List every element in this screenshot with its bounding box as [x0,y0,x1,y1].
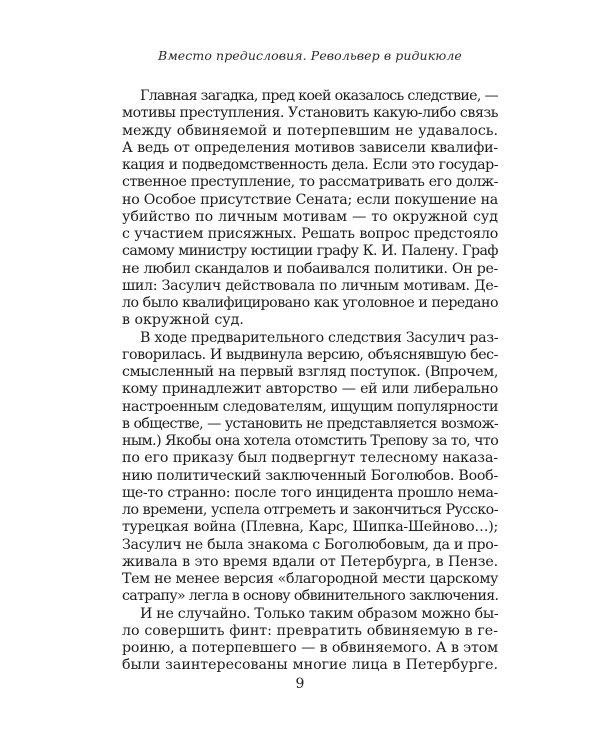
text-line: турецкая война (Плевна, Карс, Шипка-Шейново…); [122,519,498,536]
text-line: убийство по личным мотивам — то окружной суд [122,208,498,225]
text-line: Тем не менее версия «благородной мести царскому [122,571,498,587]
text-line: по его приказу был подвергнут телесному наказа- [122,450,498,467]
text-line: смысленный на первый взгляд поступок. (Впрочем, [122,364,498,380]
text-line: ственное преступление, то рассматривать его долж- [122,174,498,191]
text-line: А ведь от определения мотивов зависели квалифи- [122,139,498,156]
page-number: 9 [295,676,305,692]
text-line: настроенным следователям, ищущим популярности [122,398,499,415]
text-line: Главная загадка, пред коей оказалось следствие, — [140,88,498,104]
text-line: мотивы преступления. Установить какую-либо связь [122,105,499,122]
text-line: роиню, а потерпевшего — в обвиняемого. А в этом [122,640,498,656]
text-line: ло совершить финт: превратить обвиняемую в ге- [122,622,498,639]
text-line: шил: Засулич действовала по личным мотивам. Де- [122,277,498,294]
text-line: нию политический заключенный Боголюбов. Вооб- [122,467,498,484]
text-line: были заинтересованы многие лица в Петербурге. [122,657,498,674]
paragraph-3 [122,606,498,675]
text-line: говорилась. И выдвинула версию, объяснявшую бес- [122,346,498,363]
text-line: ным.) Якобы она хотела отомстить Трепову за то, что [122,433,499,449]
text-line: ло было квалифицировано как уголовное и передано [122,295,498,311]
text-line: самому министру юстиции графу К. И. Палену. Граф [122,243,498,260]
text-line: ло времени, успела отгреметь и закончиться Русско- [122,502,498,518]
text-line: в окружной суд. [122,312,244,329]
text-line: живала в это время вдали от Петербурга, в Пензе. [122,553,498,570]
text-line: с участием присяжных. Решать вопрос предстояло [122,226,498,242]
body-text [122,88,498,675]
text-line: кация и подведомственность дела. Если это государ- [122,157,498,173]
text-line: И не случайно. Только таким образом можно бы- [140,605,499,622]
paragraph-1 [122,88,498,330]
text-line: Засулич не была знакома с Боголюбовым, да и про- [122,536,498,553]
running-head: Вместо предисловия. Револьвер в ридикюле [158,48,462,63]
text-line: кому принадлежит авторство — ей или либерально [122,381,498,398]
text-line: между обвиняемой и потерпевшим не удавалось. [122,122,498,139]
text-line: ще-то странно: после того инцидента прошло нема- [122,484,498,501]
text-line: но Особое присутствие Сената; если покушение на [122,191,498,208]
text-line: сатрапу» легла в основу обвинительного заключения. [122,588,499,605]
text-line: не любил скандалов и побаивался политики. Он ре- [122,260,498,277]
text-line: в обществе, — установить не представляется возмож- [122,415,498,432]
paragraph-2 [122,330,498,606]
text-line: В ходе предварительного следствия Засулич раз- [140,329,499,346]
